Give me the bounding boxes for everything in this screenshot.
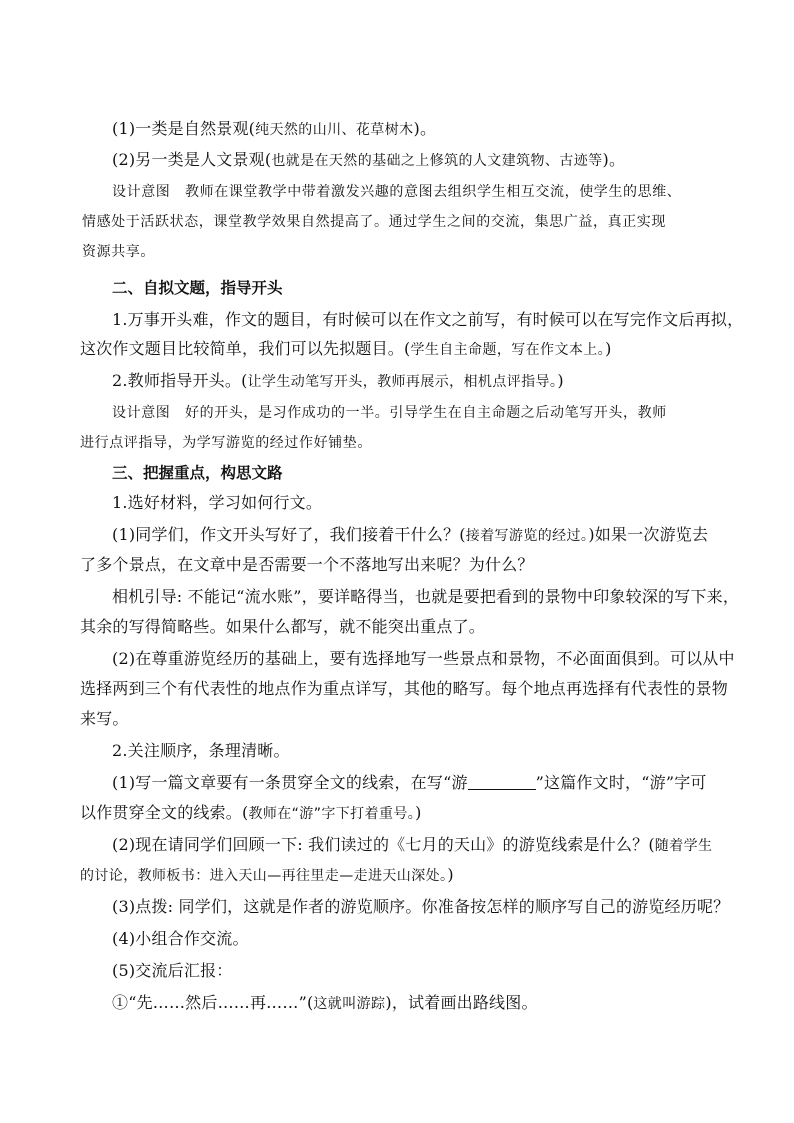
note-text: 也就是在天然的基础之上修筑的人文建筑物、古迹等 <box>271 153 603 169</box>
paragraph-opening-guide <box>112 370 564 393</box>
paragraph-route-map <box>112 992 538 1015</box>
text: 2.教师指导开头。( <box>112 371 248 390</box>
text: ) <box>447 865 454 884</box>
text: ①“先……然后……再……”( <box>112 993 314 1012</box>
text: 这次作文题目比较简单，我们可以先拟题目。( <box>80 339 411 358</box>
note-text: 学生自主命题，写在作文本上。 <box>410 342 606 358</box>
note-text: 的讨论，教师板书：进入天山—再往里走—走进天山深处。 <box>80 868 448 884</box>
paragraph-review-line-1 <box>112 834 712 857</box>
note-text: 这就叫游踪 <box>313 996 386 1012</box>
paragraph-group-discussion: (4)小组合作交流。 <box>112 929 249 948</box>
design-intent-line-3: 资源共享。 <box>82 244 155 260</box>
paragraph-question-line-2: 了多个景点，在文章中是否需要一个不落地写出来呢？为什么？ <box>80 555 534 574</box>
section-heading-3: 三、把握重点，构思文路 <box>112 464 283 482</box>
text: (1)同学们，作文开头写好了，我们接着干什么？( <box>112 525 466 544</box>
paragraph-hint: (3)点拨: 同学们，这就是作者的游览顺序。你准备按怎样的顺序写自己的游览经历呢？ <box>112 897 730 916</box>
design-intent-line-1: 设计意图 教师在课堂教学中带着激发兴趣的意图去组织学生相互交流，使学生的思维、 <box>112 184 682 200</box>
text: (2)现在请同学们回顾一下: 我们读过的《七月的天山》的游览线索是什么？( <box>112 835 655 854</box>
text: ) <box>605 339 612 358</box>
text: (1)写一篇文章要有一条贯穿全文的线索，在写“游 <box>112 773 468 792</box>
text: ) <box>415 803 422 822</box>
paragraph-select-material: 1.选好材料，学习如何行文。 <box>112 493 323 512</box>
paragraph-selection-line-2: 选择两到三个有代表性的地点作为重点详写，其他的略写。每个地点再选择有代表性的景物 <box>80 679 729 698</box>
text: ) <box>557 371 564 390</box>
text: (2)另一类是人文景观( <box>112 150 272 169</box>
note-text: 让学生动笔写开头，教师再展示，相机点评指导。 <box>247 374 558 390</box>
note-text: 纯天然的山川、花草树木 <box>255 122 414 138</box>
note-text: 教师在“游”字下打着重号。 <box>248 806 416 822</box>
paragraph-review-line-2 <box>80 864 454 887</box>
text: ”这篇作文时，“游”字可 <box>535 773 707 792</box>
paragraph-question-line-1 <box>112 524 708 547</box>
fill-in-blank <box>468 773 536 790</box>
paragraph-clue-line-2 <box>80 802 422 825</box>
paragraph-selection-line-1: (2)在尊重游览经历的基础上，要有选择地写一些景点和景物，不必面面俱到。可以从中 <box>112 649 735 668</box>
paragraph-order: 2.关注顺序，条理清晰。 <box>112 741 290 760</box>
text: 以作贯穿全文的线索。( <box>80 803 249 822</box>
paragraph-natural-landscape <box>112 118 436 141</box>
paragraph-report: (5)交流后汇报： <box>112 961 233 980</box>
paragraph-title-line-2 <box>80 338 612 361</box>
note-text: 接着写游览的经过。 <box>465 528 589 544</box>
design-intent-2-line-1: 设计意图 好的开头，是习作成功的一半。引导学生在自主命题之后动笔写开头，教师 <box>112 405 667 421</box>
paragraph-selection-line-3: 来写。 <box>80 709 129 728</box>
section-heading-2: 二、自拟文题，指导开头 <box>112 279 283 297</box>
paragraph-guidance-line-1: 相机引导: 不能记“流水账”，要详略得当，也就是要把看到的景物中印象较深的写下来， <box>112 587 740 606</box>
text: )。 <box>602 150 626 169</box>
text: )，试着画出路线图。 <box>385 993 538 1012</box>
design-intent-line-2: 情感处于活跃状态，课堂教学效果自然提高了。通过学生之间的交流，集思广益，真正实现 <box>82 214 666 230</box>
design-intent-2-line-2: 进行点评指导，为学写游览的经过作好铺垫。 <box>80 435 372 451</box>
text: (1)一类是自然景观( <box>112 119 256 138</box>
text: )。 <box>413 119 437 138</box>
text: )如果一次游览去 <box>588 525 709 544</box>
paragraph-clue-line-1 <box>112 772 707 794</box>
paragraph-cultural-landscape <box>112 149 625 172</box>
paragraph-title-line-1: 1.万事开头难，作文的题目，有时候可以在作文之前写，有时候可以在写完作文后再拟， <box>112 310 744 329</box>
paragraph-guidance-line-2: 其余的写得简略些。如果什么都写，就不能突出重点了。 <box>80 617 486 636</box>
note-text: 随着学生 <box>654 838 713 854</box>
